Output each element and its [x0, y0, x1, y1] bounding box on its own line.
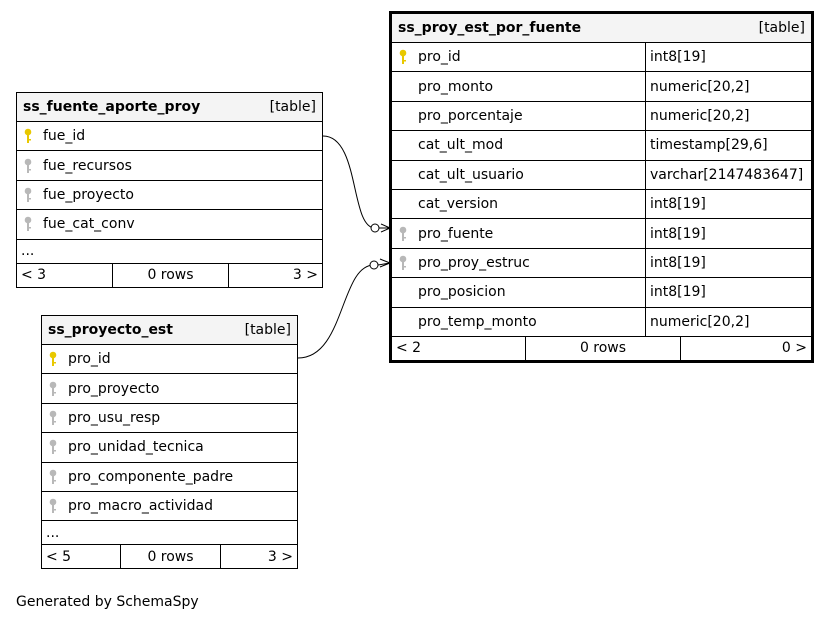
table-type-tag: [table]: [269, 99, 316, 115]
column-row[interactable]: [392, 131, 811, 160]
column-row[interactable]: [42, 463, 297, 492]
column-row[interactable]: [392, 308, 811, 337]
column-row[interactable]: [42, 374, 297, 403]
column-type: int8[19]: [645, 249, 811, 277]
column-row[interactable]: [42, 345, 297, 374]
generated-by-note: Generated by SchemaSpy: [16, 594, 199, 610]
column-name[interactable]: pro_fuente: [418, 225, 494, 242]
column-row[interactable]: [17, 181, 322, 210]
column-name[interactable]: pro_id: [68, 351, 111, 368]
row-count: 0 rows: [526, 337, 681, 360]
table-footer: [392, 337, 811, 360]
column-row[interactable]: [42, 492, 297, 521]
table-header[interactable]: [392, 14, 811, 43]
parents-count[interactable]: < 3: [17, 264, 113, 287]
column-name[interactable]: pro_proyecto: [68, 380, 160, 397]
row-count: 0 rows: [113, 264, 229, 287]
column-type: int8[19]: [645, 190, 811, 218]
column-name[interactable]: pro_posicion: [418, 284, 506, 301]
primary-key-icon: [23, 128, 43, 144]
foreign-key-icon: [23, 187, 43, 203]
column-row[interactable]: [42, 404, 297, 433]
column-name[interactable]: fue_id: [43, 128, 86, 145]
column-type: int8[19]: [645, 219, 811, 247]
foreign-key-icon: [48, 498, 68, 514]
column-row[interactable]: [392, 190, 811, 219]
column-row[interactable]: [392, 249, 811, 278]
foreign-key-icon: [23, 216, 43, 232]
table-name[interactable]: ss_proyecto_est: [48, 322, 173, 338]
children-count[interactable]: 3 >: [292, 267, 318, 284]
table-footer: [42, 545, 297, 568]
table-header[interactable]: [42, 316, 297, 345]
column-row[interactable]: [17, 151, 322, 180]
column-row[interactable]: [392, 161, 811, 190]
parents-count[interactable]: < 2: [392, 337, 526, 360]
column-name[interactable]: cat_ult_mod: [418, 137, 504, 154]
children-count[interactable]: 3 >: [267, 548, 293, 565]
foreign-key-icon: [398, 226, 418, 242]
column-name[interactable]: fue_proyecto: [43, 186, 134, 203]
table-type-tag: [table]: [758, 20, 805, 36]
column-name[interactable]: pro_porcentaje: [418, 107, 523, 124]
column-row[interactable]: [392, 278, 811, 307]
table-name[interactable]: ss_proy_est_por_fuente: [398, 20, 582, 36]
column-name[interactable]: fue_recursos: [43, 157, 132, 174]
children-count[interactable]: 0 >: [781, 340, 807, 357]
column-name[interactable]: pro_id: [418, 49, 461, 66]
column-name[interactable]: pro_temp_monto: [418, 313, 537, 330]
relation-end-circle: [370, 261, 378, 269]
column-type: numeric[20,2]: [645, 102, 811, 130]
more-columns-ellipsis: ...: [17, 240, 322, 264]
column-row[interactable]: [392, 43, 811, 72]
primary-key-icon: [48, 351, 68, 367]
column-row[interactable]: [17, 210, 322, 239]
column-type: int8[19]: [645, 43, 811, 71]
column-type: timestamp[29,6]: [645, 131, 811, 159]
relation-end-circle: [371, 224, 379, 232]
table-header[interactable]: [17, 93, 322, 122]
column-row[interactable]: [392, 219, 811, 248]
column-type: varchar[2147483647]: [645, 161, 811, 189]
column-name[interactable]: pro_usu_resp: [68, 409, 161, 426]
foreign-key-icon: [48, 439, 68, 455]
column-name[interactable]: pro_proy_estruc: [418, 254, 530, 271]
foreign-key-icon: [398, 255, 418, 271]
table-ss-fuente-aporte-proy[interactable]: [16, 92, 323, 288]
column-row[interactable]: [17, 122, 322, 151]
column-name[interactable]: cat_version: [418, 196, 499, 213]
column-name[interactable]: cat_ult_usuario: [418, 166, 524, 183]
relation-fue-id-to-pro-fuente: [323, 136, 375, 228]
column-row[interactable]: [392, 102, 811, 131]
column-row[interactable]: [42, 433, 297, 462]
column-row[interactable]: [392, 72, 811, 101]
table-ss-proyecto-est[interactable]: [41, 315, 298, 569]
row-count: 0 rows: [121, 545, 221, 568]
table-footer: [17, 264, 322, 287]
column-name[interactable]: pro_monto: [418, 78, 494, 95]
foreign-key-icon: [48, 469, 68, 485]
more-columns-ellipsis: ...: [42, 521, 297, 545]
column-type: numeric[20,2]: [645, 308, 811, 336]
column-name[interactable]: fue_cat_conv: [43, 216, 135, 233]
foreign-key-icon: [23, 158, 43, 174]
primary-key-icon: [398, 49, 418, 65]
foreign-key-icon: [48, 410, 68, 426]
column-type: numeric[20,2]: [645, 72, 811, 100]
column-name[interactable]: pro_unidad_tecnica: [68, 439, 204, 456]
table-ss-proy-est-por-fuente[interactable]: [389, 11, 814, 363]
foreign-key-icon: [48, 381, 68, 397]
column-name[interactable]: pro_componente_padre: [68, 468, 234, 485]
column-type: int8[19]: [645, 278, 811, 306]
column-name[interactable]: pro_macro_actividad: [68, 498, 214, 515]
parents-count[interactable]: < 5: [42, 545, 121, 568]
table-type-tag: [table]: [244, 322, 291, 338]
table-name[interactable]: ss_fuente_aporte_proy: [23, 99, 201, 115]
